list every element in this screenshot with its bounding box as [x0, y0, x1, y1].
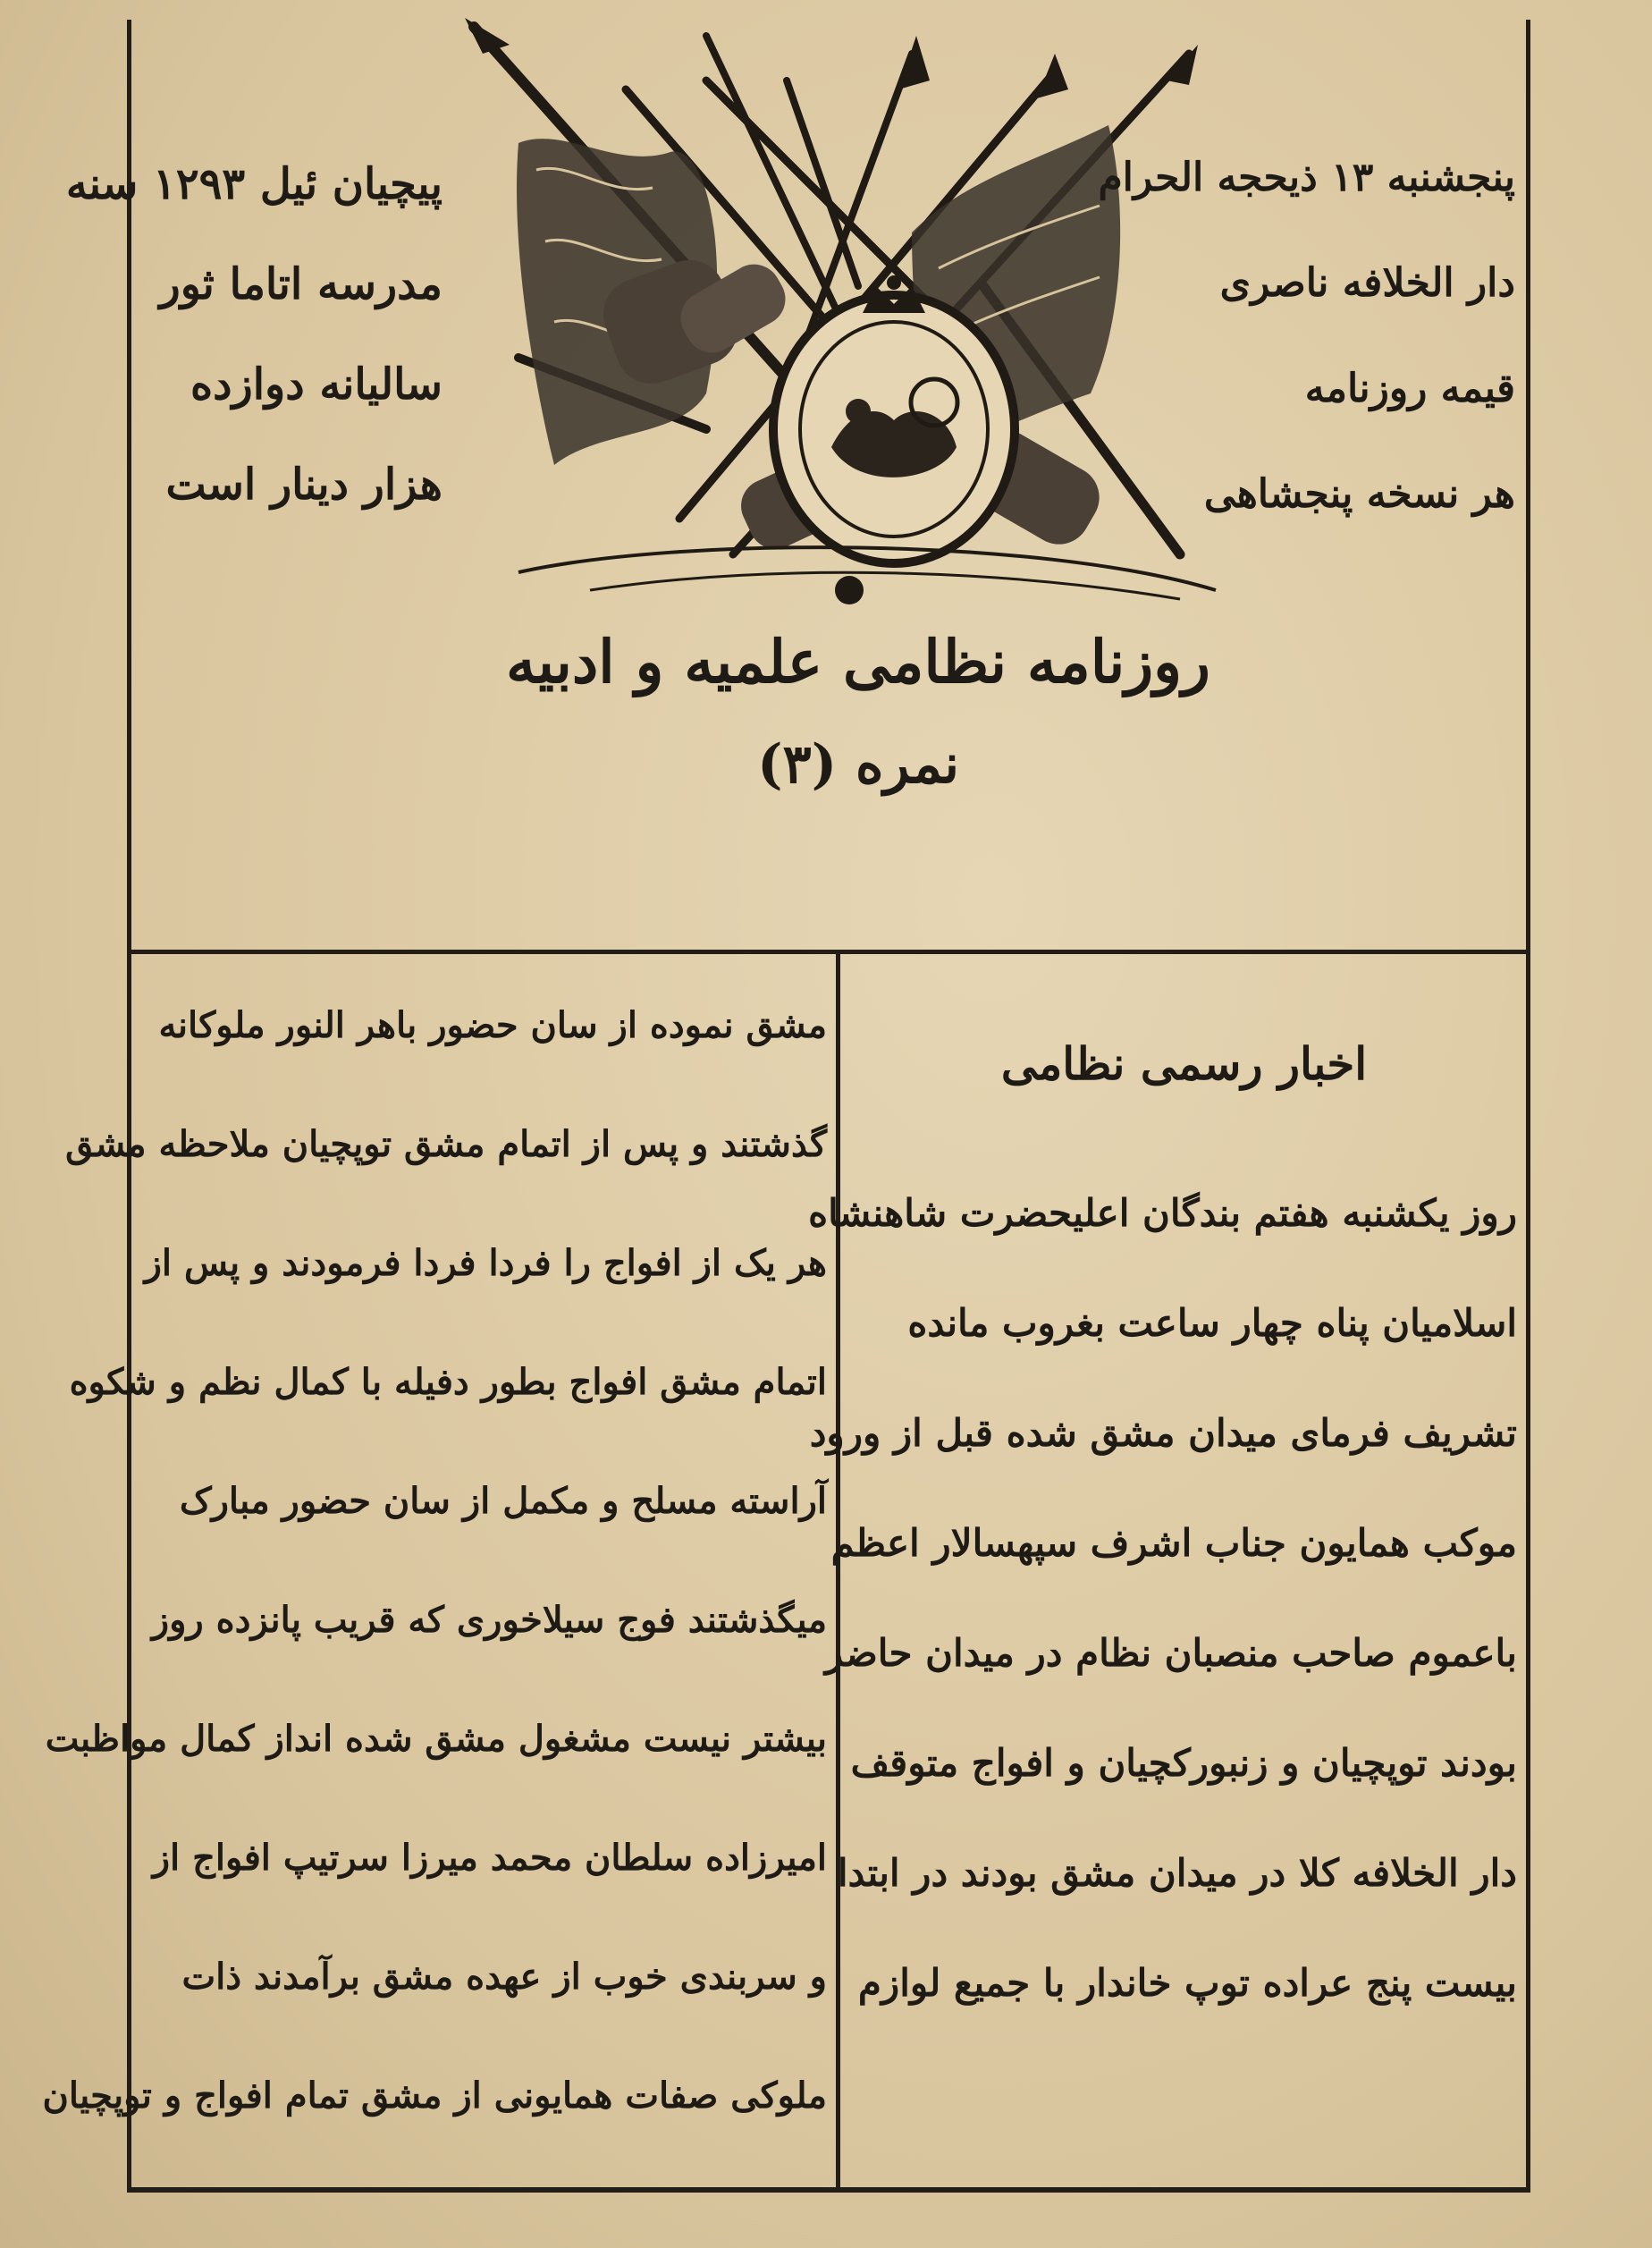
- article-line: و سربندی خوب از عهده مشق برآمدند ذات: [181, 1956, 827, 1998]
- header-year-line: پیچیان ئیل ۱۲۹۳ سنه: [65, 159, 442, 209]
- article-line: گذشتند و پس از اتمام مشق توپچیان ملاحظه مشق: [65, 1123, 827, 1165]
- article-line: امیرزاده سلطان محمد میرزا سرتیپ افواج از: [152, 1837, 827, 1879]
- article-line: بیشتر نیست مشغول مشق شده انداز کمال مواظبت: [45, 1718, 827, 1760]
- article-right-column: [808, 1010, 1517, 2182]
- header-price-value: هر نسخه پنجشاهی: [1203, 471, 1515, 517]
- article-line: روز یکشنبه هفتم بندگان اعلیحضرت شاهنشاه: [808, 1191, 1517, 1235]
- article-line: ملوکی صفات همایونی از مشق تمام افواج و توپچیان: [42, 2075, 827, 2117]
- article-line: میگذشتند فوج سیلاخوری که قریب پانزده روز: [151, 1599, 827, 1641]
- header-date-line: پنجشنبه ۱۳ ذیحجه الحرام: [1098, 155, 1515, 200]
- article-line: هر یک از افواج را فردا فردا فرمودند و پس از: [144, 1242, 827, 1284]
- article-line: مشق نموده از سان حضور باهر النور ملوکانه: [158, 1004, 827, 1046]
- article-line: تشریف فرمای میدان مشق شده قبل از ورود: [809, 1411, 1517, 1455]
- newspaper-title: روزنامه نظامی علمیه و ادبیه: [506, 627, 1210, 697]
- header-subscription-line: سالیانه دوازده: [190, 359, 442, 410]
- header-year-subscription: [65, 134, 442, 581]
- article-line: بودند توپچیان و زنبورکچیان و افواج متوقف: [850, 1741, 1517, 1785]
- article-line: اسلامیان پناه چهار ساعت بغروب مانده: [907, 1301, 1517, 1345]
- lion-and-sun-emblem: [411, 18, 1287, 635]
- issue-number: نمره (۳): [757, 733, 959, 796]
- header-divider: [127, 950, 1530, 954]
- article-line: بیست پنج عراده توپ خاندار با جمیع لوازم: [857, 1961, 1517, 2005]
- article-line: باعموم صاحب منصبان نظام در میدان حاضر: [824, 1631, 1517, 1675]
- header-school-line: مدرسه اتاما ثور: [159, 259, 442, 309]
- header-subscription-value: هزار دینار است: [165, 460, 442, 510]
- article-heading: اخبار رسمی نظامی: [1000, 1037, 1368, 1090]
- article-line: دار الخلافه کلا در میدان مشق بودند در ابتدا: [837, 1851, 1517, 1895]
- header-price-label: قیمه روزنامه: [1304, 366, 1515, 411]
- article-line: آراسته مسلح و مکمل از سان حضور مبارک: [179, 1480, 827, 1522]
- article-line: موکب همایون جناب اشرف سپهسالار اعظم: [830, 1521, 1517, 1565]
- article-line: اتمام مشق افواج بطور دفیله با کمال نظم و شکوه: [69, 1361, 827, 1403]
- article-left-column: [42, 966, 827, 2182]
- header-city-line: دار الخلافه ناصری: [1219, 260, 1515, 306]
- header-date-price: [1098, 125, 1515, 590]
